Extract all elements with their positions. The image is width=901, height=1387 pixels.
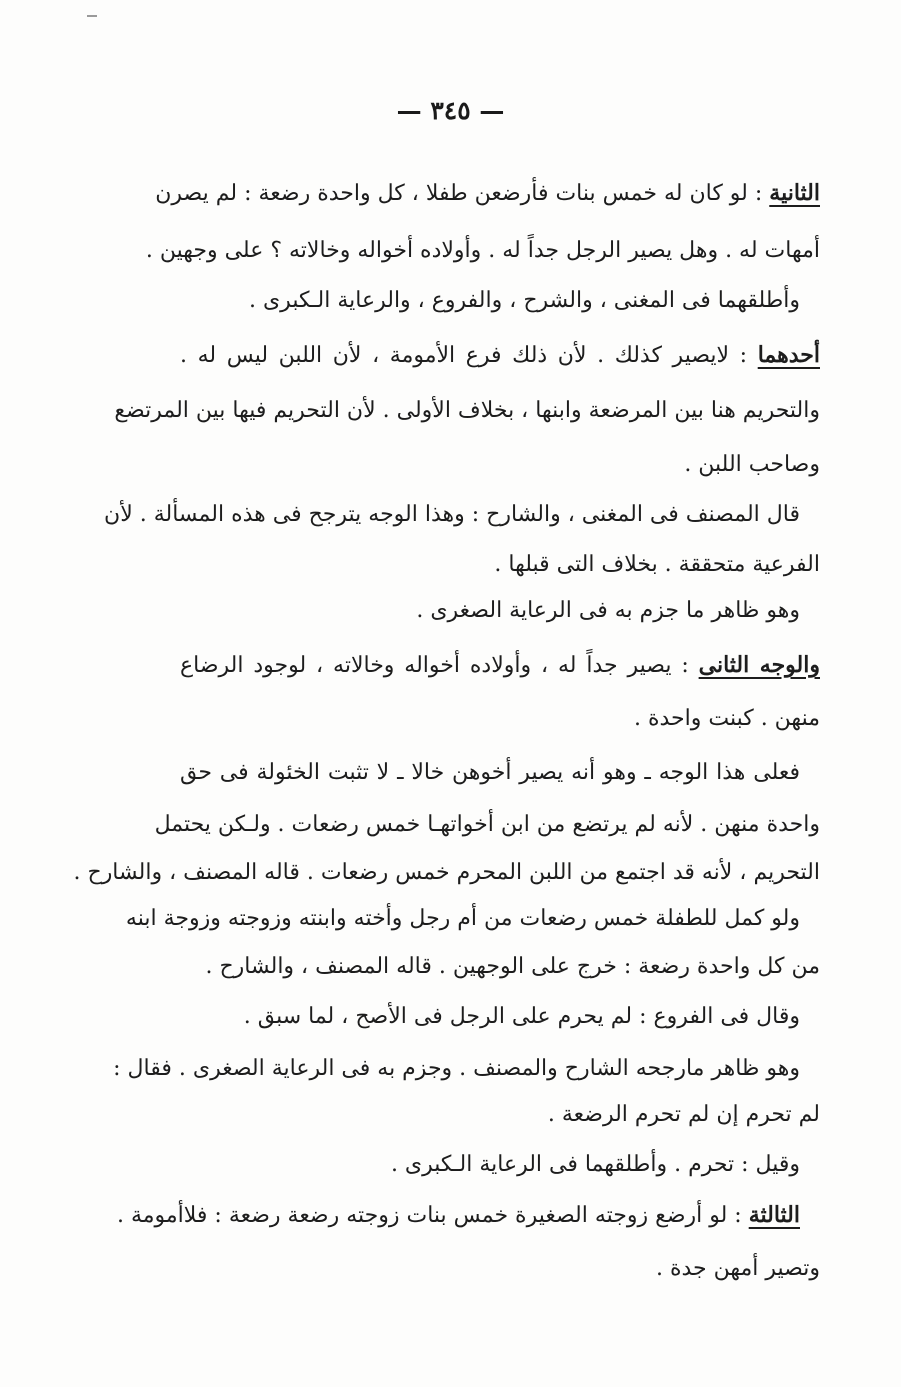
text-line <box>494 550 820 580</box>
line-text: وصاحب اللبن . <box>684 452 820 477</box>
line-text: وهو ظاهر ما جزم به فى الرعاية الصغرى . <box>416 598 800 623</box>
line-text: الفرعية متحققة . بخلاف التى قبلها . <box>494 552 820 577</box>
line-text: : يصير جداً له ، وأولاده أخواله وخالاته ، لوجود الرضاع <box>180 653 699 678</box>
text-line <box>73 858 820 888</box>
text-line <box>249 286 800 316</box>
text-line <box>180 650 820 681</box>
line-text: وهو ظاهر مارجحه الشارح والمصنف . وجزم به فى الرعاية الصغرى . فقال : <box>113 1056 800 1081</box>
text-line <box>548 1100 820 1130</box>
text-line <box>117 1200 800 1231</box>
text-line <box>180 340 820 371</box>
text-line <box>416 596 800 626</box>
line-text: وقال فى الفروع : لم يحرم على الرجل فى الأصح ، لما سبق . <box>243 1004 800 1029</box>
text-line <box>125 904 800 934</box>
text-line <box>155 178 820 209</box>
text-line <box>114 396 820 426</box>
line-text: وأطلقهما فى المغنى ، والشرح ، والفروع ، والرعاية الـكبرى . <box>248 288 800 313</box>
line-text: منهن . كبنت واحدة . <box>633 706 820 731</box>
line-text: واحدة منهن . لأنه لم يرتضع من ابن أخواتهـا خمس رضعات . ولـكن يحتمل <box>154 812 820 837</box>
text-line <box>145 236 820 266</box>
line-text: والتحريم هنا بين المرضعة وابنها ، بخلاف الأولى . لأن التحريم فيها بين المرتضع <box>114 398 820 423</box>
line-text: أمهات له . وهل يصير الرجل جداً له . وأولاده أخواله وخالاته ؟ على وجهين . <box>145 238 820 263</box>
page-number: — ٣٤٥ — <box>396 96 505 125</box>
paragraph-lead: الثانية <box>769 180 820 206</box>
line-text: من كل واحدة رضعة : خرج على الوجهين . قاله المصنف ، والشارح . <box>205 954 820 979</box>
scan-mark <box>87 15 97 17</box>
paragraph-lead: والوجه الثانى <box>698 652 820 678</box>
text-line <box>104 500 800 530</box>
paragraph-lead: أحدهما <box>757 342 820 368</box>
line-text: قال المصنف فى المغنى ، والشارح : وهذا الوجه يترجح فى هذه المسألة . لأن <box>104 502 800 527</box>
line-text: ولو كمل للطفلة خمس رضعات من أم رجل وأخته وابنته وزوجته وزوجة ابنه <box>125 906 800 931</box>
text-line <box>684 450 820 480</box>
line-text: : لو أرضع زوجته الصغيرة خمس بنات زوجته رضعة رضعة : فلاأمومة . <box>116 1203 749 1228</box>
line-text: وقيل : تحرم . وأطلقهما فى الرعاية الـكبرى . <box>390 1152 800 1177</box>
paragraph-lead: الثالثة <box>748 1202 800 1228</box>
text-line <box>244 1002 800 1032</box>
text-line <box>391 1150 800 1180</box>
line-text: فعلى هذا الوجه ـ وهو أنه يصير أخوهن خالا ـ لا تثبت الخئولة فى حق <box>180 760 800 785</box>
text-line <box>113 1054 800 1084</box>
text-line <box>656 1254 820 1284</box>
line-text: وتصير أمهن جدة . <box>655 1256 820 1281</box>
text-line <box>180 758 800 788</box>
text-line <box>634 704 820 734</box>
text-line <box>154 810 820 840</box>
line-text: : لو كان له خمس بنات فأرضعن طفلا ، كل واحدة رضعة : لم يصرن <box>155 181 770 206</box>
text-line <box>205 952 820 982</box>
line-text: لم تحرم إن لم تحرم الرضعة . <box>547 1102 820 1127</box>
line-text: : لايصير كذلك . لأن ذلك فرع الأمومة ، لأن اللبن ليس له . <box>180 343 758 368</box>
line-text: التحريم ، لأنه قد اجتمع من اللبن المحرم خمس رضعات . قاله المصنف ، والشارح . <box>73 860 820 885</box>
